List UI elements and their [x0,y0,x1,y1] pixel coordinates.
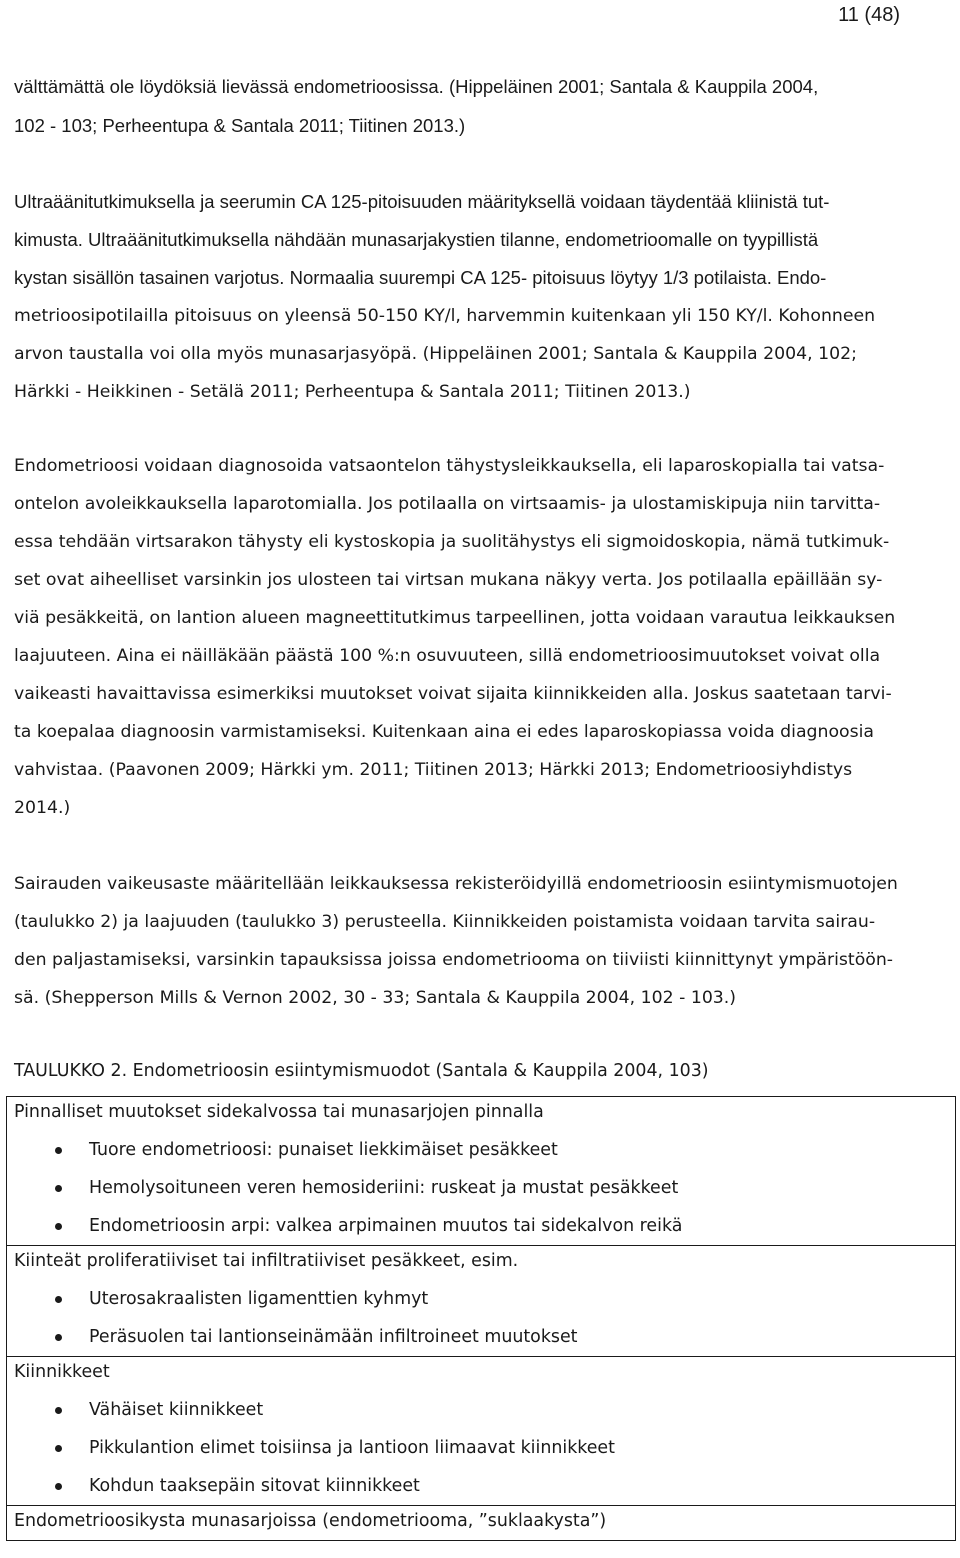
paragraph-3-line: vahvistaa. (Paavonen 2009; Härkki ym. 2011; Tiitinen 2013; Härkki 2013; Endometrioosiyhdistys [14,760,853,780]
paragraph-3-line: vaikeasti havaittavissa esimerkiksi muutokset voivat sijaita kiinnikkeiden alla. Joskus saatetaan tarvi- [14,684,892,704]
bullet-icon [55,1407,62,1414]
list-item [7,1131,955,1169]
paragraph-4-line: den paljastamiseksi, varsinkin tapauksissa joissa endometriooma on tiiviisti kiinnittynyt ympäristöön- [14,950,894,970]
table-cell [7,1357,956,1506]
paragraph-4-line: (taulukko 2) ja laajuuden (taulukko 3) perusteella. Kiinnikkeiden poistamista voidaan tarvita sairau- [14,912,876,932]
list-item-text: Kohdun taaksepäin sitovat kiinnikkeet [89,1476,420,1496]
list-item [7,1391,955,1429]
table-caption: TAULUKKO 2. Endometrioosin esiintymismuodot (Santala & Kauppila 2004, 103) [14,1061,709,1081]
table-row-title: Kiinnikkeet [14,1362,110,1382]
paragraph-3-line: laajuuteen. Aina ei näilläkään päästä 100 %:n osuvuuteen, sillä endometrioosimuutokset voivat olla [14,646,881,666]
table-cell [7,1246,956,1357]
paragraph-1-line: 102 - 103; Perheentupa & Santala 2011; Tiitinen 2013.) [14,115,466,136]
bullet-icon [55,1185,62,1192]
table-cell [7,1097,956,1246]
list-item-text: Peräsuolen tai lantionseinämään infiltroineet muutokset [89,1327,578,1347]
list-item [7,1169,955,1207]
paragraph-3-line: Endometrioosi voidaan diagnosoida vatsaontelon tähystysleikkauksella, eli laparoskopialla tai vatsa- [14,456,885,476]
list-item [7,1207,955,1245]
list-item-text: Uterosakraalisten ligamenttien kyhmyt [89,1289,429,1309]
page-number: 11 (48) [838,4,900,26]
paragraph-4-line: sä. (Shepperson Mills & Vernon 2002, 30 - 33; Santala & Kauppila 2004, 102 - 103.) [14,988,737,1008]
paragraph-2-line: kimusta. Ultraäänitutkimuksella nähdään munasarjakystien tilanne, endometrioomalle on tyypillistä [14,229,819,250]
bullet-list [7,1280,955,1356]
paragraph-3-line: ta koepalaa diagnoosin varmistamiseksi. Kuitenkaan aina ei edes laparoskopiassa voida diagnoosia [14,722,875,742]
list-item [7,1280,955,1318]
list-item [7,1467,955,1505]
endometriosis-forms-table [6,1096,956,1541]
table-row [7,1246,956,1357]
list-item-text: Endometrioosin arpi: valkea arpimainen muutos tai sidekalvon reikä [89,1216,683,1236]
paragraph-2-line: Ultraäänitutkimuksella ja seerumin CA 125-pitoisuuden määrityksellä voidaan täydentää kliinistä tut- [14,191,830,212]
paragraph-2-line: metrioosipotilailla pitoisuus on yleensä 50-150 KY/l, harvemmin kuitenkaan yli 150 KY/l. Kohonneen [14,306,876,326]
bullet-icon [55,1334,62,1341]
bullet-icon [55,1445,62,1452]
paragraph-3-line: set ovat aiheelliset varsinkin jos ulosteen tai virtsan mukana näkyy verta. Jos potilaalla epäillään sy- [14,570,883,590]
list-item-text: Vähäiset kiinnikkeet [89,1400,264,1420]
table-cell [7,1506,956,1541]
bullet-list [7,1131,955,1245]
list-item [7,1429,955,1467]
paragraph-2-line: kystan sisällön tasainen varjotus. Normaalia suurempi CA 125- pitoisuus löytyy 1/3 potilaista. Endo- [14,267,827,288]
paragraph-2-line: Härkki - Heikkinen - Setälä 2011; Perheentupa & Santala 2011; Tiitinen 2013.) [14,382,691,402]
list-item-text: Tuore endometrioosi: punaiset liekkimäiset pesäkkeet [89,1140,558,1160]
paragraph-1-line: välttämättä ole löydöksiä lievässä endometrioosissa. (Hippeläinen 2001; Santala & Kauppila 2004, [14,76,819,97]
list-item [7,1318,955,1356]
paragraph-3-line: essa tehdään virtsarakon tähysty eli kystoskopia ja suolitähystys eli sigmoidoskopia, nämä tutkimuk- [14,532,890,552]
table-row-title: Endometrioosikysta munasarjoissa (endometriooma, ”suklaakysta”) [14,1511,607,1531]
bullet-list [7,1391,955,1505]
table-row [7,1357,956,1506]
paragraph-4-line: Sairauden vaikeusaste määritellään leikkauksessa rekisteröidyillä endometrioosin esiintymismuotojen [14,874,898,894]
table-row-title: Pinnalliset muutokset sidekalvossa tai munasarjojen pinnalla [14,1102,544,1122]
paragraph-3-line: ontelon avoleikkauksella laparotomialla. Jos potilaalla on virtsaamis- ja ulostamiskipuja niin tarvitta- [14,494,881,514]
table-row-title: Kiinteät proliferatiiviset tai infiltratiiviset pesäkkeet, esim. [14,1251,519,1271]
bullet-icon [55,1147,62,1154]
list-item-text: Hemolysoituneen veren hemosideriini: ruskeat ja mustat pesäkkeet [89,1178,679,1198]
bullet-icon [55,1223,62,1230]
table-row [7,1097,956,1246]
paragraph-3-line: viä pesäkkeitä, on lantion alueen magneettitutkimus tarpeellinen, jotta voidaan varautua leikkauksen [14,608,896,628]
paragraph-2-line: arvon taustalla voi olla myös munasarjasyöpä. (Hippeläinen 2001; Santala & Kauppila 2004, 102; [14,344,857,364]
list-item-text: Pikkulantion elimet toisiinsa ja lantioon liimaavat kiinnikkeet [89,1438,615,1458]
bullet-icon [55,1296,62,1303]
bullet-icon [55,1483,62,1490]
table-row [7,1506,956,1541]
paragraph-3-line: 2014.) [14,798,71,818]
